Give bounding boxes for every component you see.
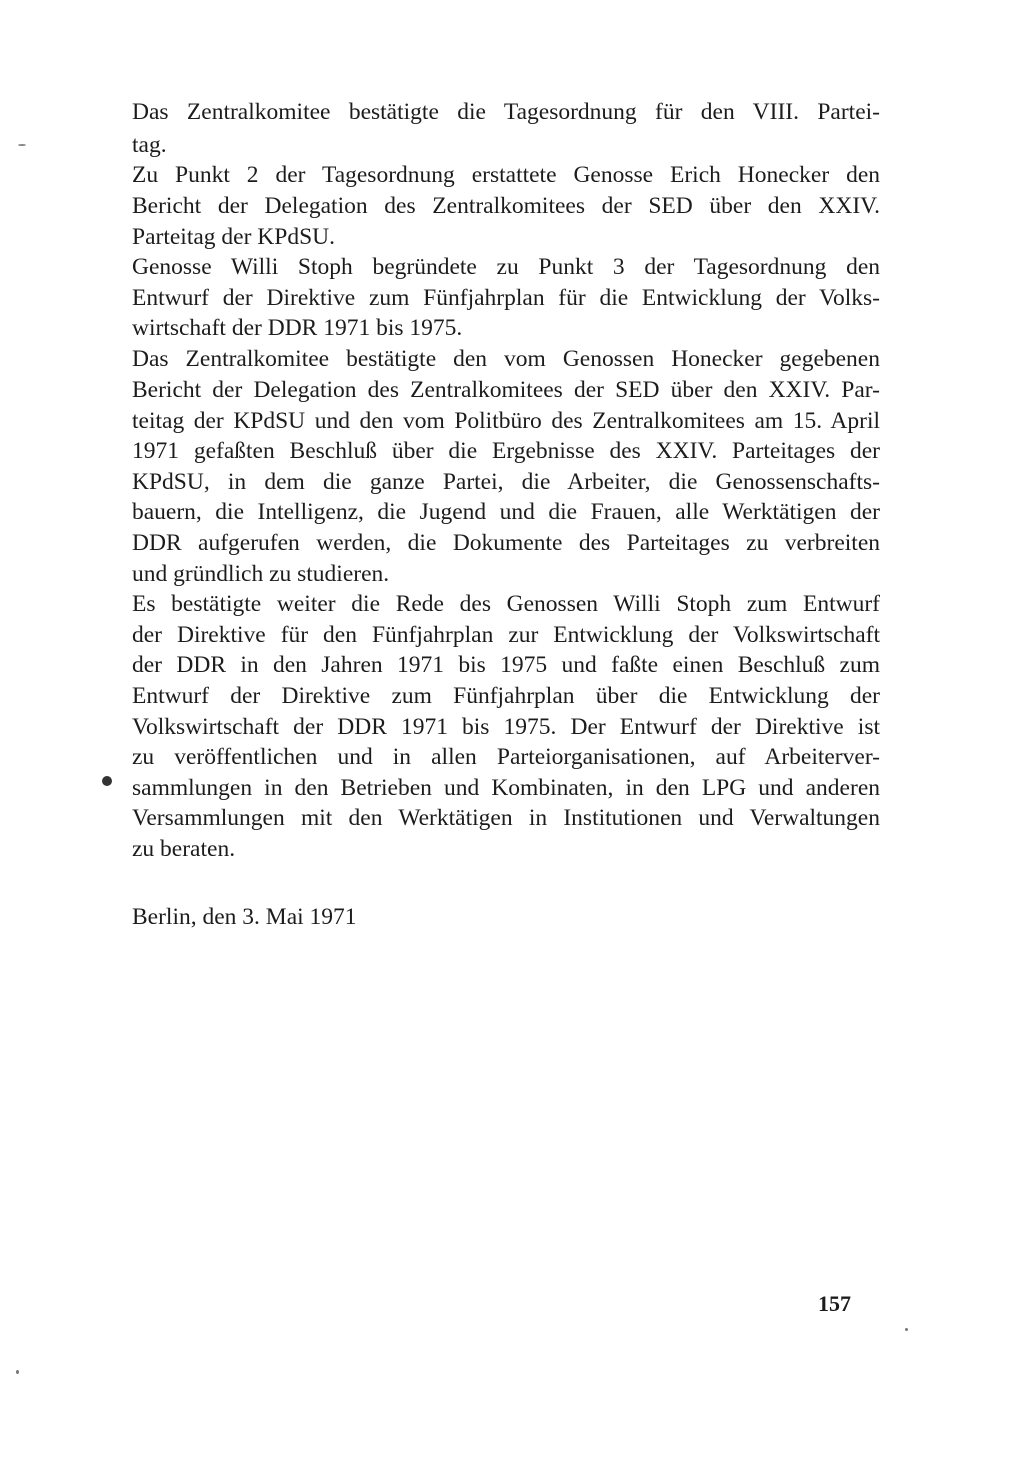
paragraph-4-line-3: teitag der KPdSU und den vom Politbüro des Zentralkomitees am 15. April	[132, 408, 880, 434]
paragraph-5-line-8: Versammlungen mit den Werktätigen in Institutionen und Verwaltungen	[132, 805, 880, 831]
paragraph-5-line-4: Entwurf der Direktive zum Fünfjahrplan über die Entwicklung der	[132, 683, 880, 709]
paragraph-1-line-2: tag.	[132, 132, 167, 158]
scan-speck-small	[905, 1328, 908, 1331]
scan-speck-small	[16, 1370, 19, 1374]
paragraph-5-line-3: der DDR in den Jahren 1971 bis 1975 und faßte einen Beschluß zum	[132, 652, 880, 678]
paragraph-4-line-7: DDR aufgerufen werden, die Dokumente des Parteitages zu verbreiten	[132, 530, 880, 556]
paragraph-3-line-3: wirtschaft der DDR 1971 bis 1975.	[132, 315, 463, 341]
paragraph-5-line-1: Es bestätigte weiter die Rede des Genossen Willi Stoph zum Entwurf	[132, 591, 880, 617]
scan-mark	[18, 144, 26, 146]
date-line: Berlin, den 3. Mai 1971	[132, 904, 357, 930]
paragraph-2-line-1: Zu Punkt 2 der Tagesordnung erstattete Genosse Erich Honecker den	[132, 162, 880, 188]
paragraph-4-line-6: bauern, die Intelligenz, die Jugend und die Frauen, alle Werktätigen der	[132, 499, 880, 525]
paragraph-2-line-2: Bericht der Delegation des Zentralkomitees der SED über den XXIV.	[132, 193, 880, 219]
paragraph-1-line-1: Das Zentralkomitee bestätigte die Tagesordnung für den VIII. Partei-	[132, 99, 880, 125]
paragraph-4-line-4: 1971 gefaßten Beschluß über die Ergebnisse des XXIV. Parteitages der	[132, 438, 880, 464]
paragraph-3-line-2: Entwurf der Direktive zum Fünfjahrplan für die Entwicklung der Volks-	[132, 285, 880, 311]
paragraph-4-line-1: Das Zentralkomitee bestätigte den vom Genossen Honecker gegebenen	[132, 346, 880, 372]
paragraph-5-line-6: zu veröffentlichen und in allen Parteiorganisationen, auf Arbeiterver-	[132, 744, 880, 770]
paragraph-5-line-2: der Direktive für den Fünfjahrplan zur Entwicklung der Volkswirtschaft	[132, 622, 880, 648]
paragraph-4-line-5: KPdSU, in dem die ganze Partei, die Arbeiter, die Genossenschafts-	[132, 469, 880, 495]
scan-speck	[102, 776, 112, 786]
paragraph-4-line-2: Bericht der Delegation des Zentralkomitees der SED über den XXIV. Par-	[132, 377, 880, 403]
page-number: 157	[818, 1291, 851, 1316]
paragraph-4-line-8: und gründlich zu studieren.	[132, 561, 390, 587]
paragraph-5-line-7: sammlungen in den Betrieben und Kombinaten, in den LPG und anderen	[132, 775, 880, 801]
paragraph-5-line-9: zu beraten.	[132, 836, 236, 862]
paragraph-5-line-5: Volkswirtschaft der DDR 1971 bis 1975. Der Entwurf der Direktive ist	[132, 714, 880, 740]
paragraph-3-line-1: Genosse Willi Stoph begründete zu Punkt 3 der Tagesordnung den	[132, 254, 880, 280]
paragraph-2-line-3: Parteitag der KPdSU.	[132, 224, 335, 250]
